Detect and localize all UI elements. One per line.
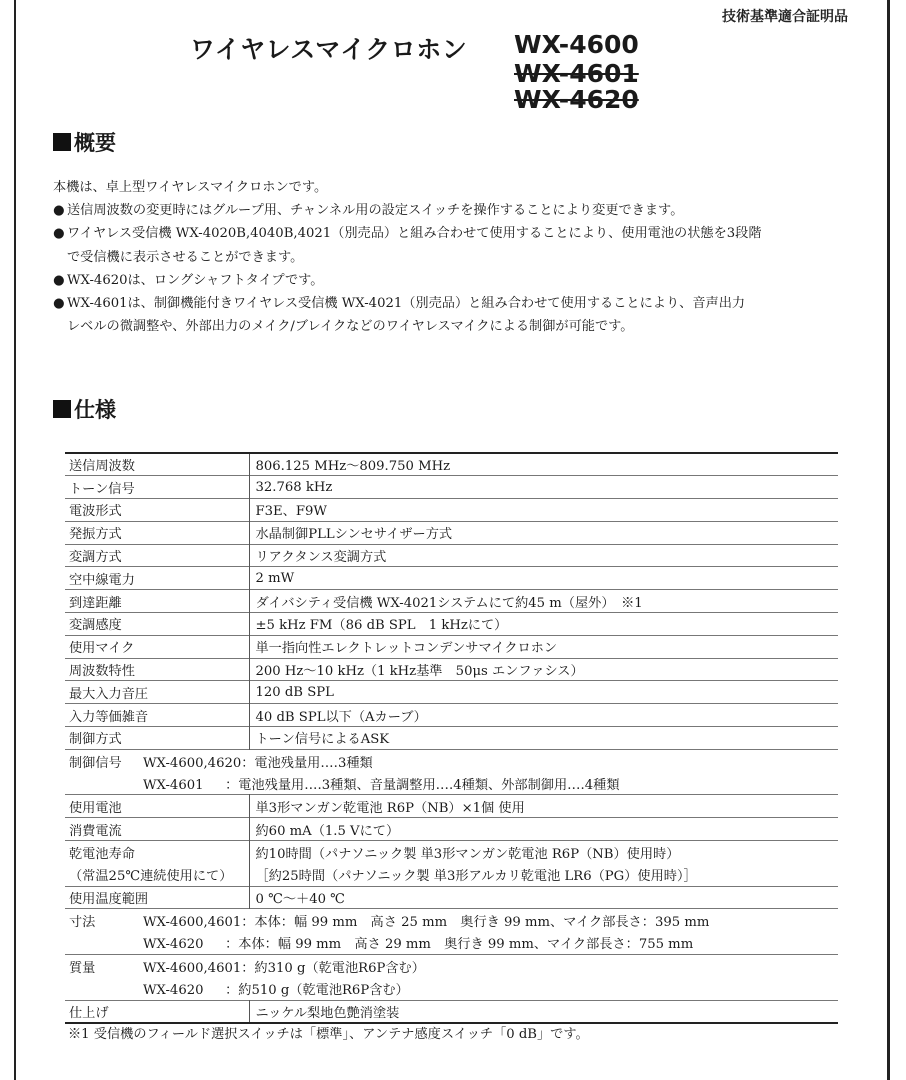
black-square-icon [53,133,71,151]
spec-row [65,544,838,567]
spec-label: 到達距離 [65,590,249,613]
footnote: ※1 受信機のフィールド選択スイッチは「標準」、アンテナ感度スイッチ「0 dB」です。 [68,1027,589,1042]
spec-label: 使用電池 [65,795,249,818]
spec-model: WX-4600,4620 [143,755,242,771]
bullet-text: レベルの微調整や、外部出力のメイク/ブレイクなどのワイヤレスマイクによる制御が可能です。 [67,319,634,335]
spec-row [65,590,838,613]
spec-label: 変調感度 [65,613,249,636]
spec-value: トーン信号によるASK [249,727,838,750]
spec-row [65,635,838,658]
spec-label: 使用温度範囲 [65,886,249,909]
spec-model: WX-4601 [143,777,204,793]
model-wx-4600: WX-4600 [514,30,639,59]
overview-bullet-3 [53,269,853,292]
bullet-text: WX-4620は、ロングシャフトタイプです。 [67,272,324,288]
spec-row [65,795,838,818]
spec-model: WX-4600,4601 [143,960,242,976]
spec-heading-text: 仕様 [74,398,116,422]
spec-row [65,476,838,499]
spec-value: ：本体：幅 99 mm 高さ 25 mm 奥行き 99 mm、マイク部長さ：395 mm [241,915,710,931]
page-frame-right [887,0,890,1080]
spec-value: リアクタンス変調方式 [249,544,838,567]
spec-label: 電波形式 [65,499,249,522]
spec-row [65,521,838,544]
spec-heading [53,394,116,424]
model-wx-4601-struck: WX-4601 [514,59,639,88]
spec-row [65,658,838,681]
spec-label: 制御信号 [69,755,122,771]
spec-value: F3E、F9W [249,499,838,522]
bullet-text: で受信機に表示させることができます。 [67,249,304,265]
spec-label-note: （常温25℃連続使用にて） [65,863,249,886]
bullet-text: 送信周波数の変更時にはグループ用、チャンネル用の設定スイッチを操作することにより変更できます。 [67,203,684,219]
spec-row-battery-life [65,841,838,864]
spec-value: 約60 mA（1.5 Vにて） [249,818,838,841]
bullet-dot-icon: ● [53,203,65,219]
spec-label: 送信周波数 [65,453,249,476]
spec-label: 仕上げ [65,1000,249,1023]
spec-label: トーン信号 [65,476,249,499]
spec-row [65,499,838,522]
spec-row-battery-life-2 [65,863,838,886]
spec-value: 32.768 kHz [249,476,838,499]
spec-row [65,1000,838,1023]
spec-row [65,727,838,750]
spec-value: ［約25時間（パナソニック製 単3形アルカリ乾電池 LR6（PG）使用時）］ [255,868,697,884]
spec-model: WX-4620 [143,982,204,998]
spec-row-mass-2 [65,977,838,1000]
spec-value: 水晶制御PLLシンセサイザー方式 [249,521,838,544]
overview-intro: 本機は、卓上型ワイヤレスマイクロホンです。 [53,180,328,195]
spec-value: 200 Hz～10 kHz（1 kHz基準 50μs エンファシス） [249,658,838,681]
spec-value: ±5 kHz FM（86 dB SPL 1 kHzにて） [249,613,838,636]
spec-row-dimensions-2 [65,932,838,955]
spec-row [65,681,838,704]
spec-value: 単一指向性エレクトレットコンデンサマイクロホン [249,635,838,658]
overview-section [53,176,853,338]
spec-row-control-signal [65,749,838,772]
spec-table [65,452,838,1024]
spec-label: 変調方式 [65,544,249,567]
overview-heading-text: 概要 [74,131,116,155]
spec-label: 制御方式 [65,727,249,750]
spec-row [65,704,838,727]
spec-label: 発振方式 [65,521,249,544]
overview-bullet-1 [53,199,853,222]
spec-value: ：本体：幅 99 mm 高さ 29 mm 奥行き 99 mm、マイク部長さ：755 mm [225,937,694,953]
spec-label: 周波数特性 [65,658,249,681]
spec-row [65,886,838,909]
bullet-text: ワイヤレス受信機 WX-4020B,4040B,4021（別売品）と組み合わせて使用することにより、使用電池の状態を3段階 [67,226,762,242]
spec-label: 乾電池寿命 [65,841,249,864]
spec-label: 空中線電力 [65,567,249,590]
bullet-dot-icon: ● [53,272,65,288]
spec-row [65,453,838,476]
spec-row-mass [65,955,838,978]
title-block [190,30,690,112]
spec-label: 質量 [69,960,96,976]
spec-row [65,567,838,590]
spec-value: ニッケル梨地色艶消塗装 [249,1000,838,1023]
overview-bullet-2 [53,222,853,268]
spec-label: 最大入力音圧 [65,681,249,704]
spec-label: 寸法 [69,915,96,931]
spec-value: 40 dB SPL以下（Aカーブ） [249,704,838,727]
product-name: ワイヤレスマイクロホン [190,35,468,64]
spec-model: WX-4620 [143,937,204,953]
spec-value: 120 dB SPL [249,681,838,704]
bullet-dot-icon: ● [53,296,65,312]
model-wx-4620-struck: WX-4620 [514,85,639,114]
spec-row-control-signal-2 [65,772,838,795]
spec-value: 2 mW [249,567,838,590]
overview-heading [53,127,116,157]
spec-value: 806.125 MHz～809.750 MHz [249,453,838,476]
spec-value: ：約510 g（乾電池R6P含む） [225,982,409,998]
spec-value: ：約310 g（乾電池R6P含む） [241,960,425,976]
black-square-icon [53,400,71,418]
spec-row-dimensions [65,909,838,932]
bullet-text: WX-4601は、制御機能付きワイヤレス受信機 WX-4021（別売品）と組み合わせて使用することにより、音声出力 [67,296,746,312]
spec-model: WX-4600,4601 [143,915,242,931]
certification-label: 技術基準適合証明品 [722,9,848,25]
spec-value: ：電池残量用‥‥3種類、音量調整用‥‥4種類、外部制御用‥‥4種類 [225,777,620,793]
spec-value: ：電池残量用‥‥3種類 [241,755,373,771]
overview-bullet-4 [53,292,853,338]
spec-row [65,818,838,841]
spec-row [65,613,838,636]
spec-label: 入力等価雑音 [65,704,249,727]
spec-label: 消費電流 [65,818,249,841]
spec-value: 約10時間（パナソニック製 単3形マンガン乾電池 R6P（NB）使用時） [249,841,838,864]
spec-value: 単3形マンガン乾電池 R6P（NB）×1個 使用 [249,795,838,818]
page-frame-left [14,0,16,1080]
spec-value: 0 ℃～＋40 ℃ [249,886,838,909]
bullet-dot-icon: ● [53,226,65,242]
spec-label: 使用マイク [65,635,249,658]
spec-value: ダイバシティ受信機 WX-4021システムにて約45 m（屋外） ※1 [249,590,838,613]
